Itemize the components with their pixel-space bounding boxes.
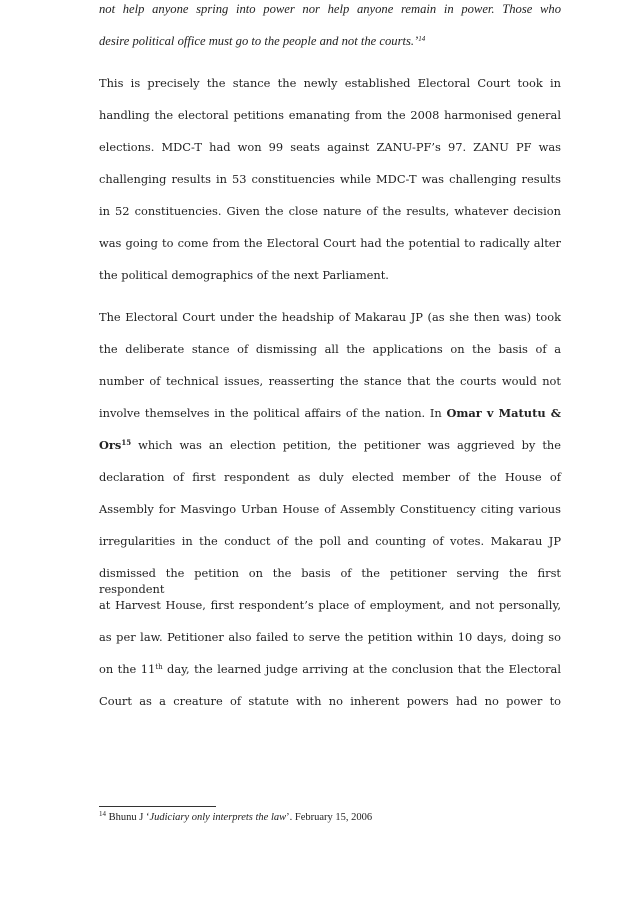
para2-line-11: as per law. Petitioner also failed to serve the petition within 10 days, doing so — [99, 630, 561, 644]
para2-line-10: at Harvest House, first respondent’s place of employment, and not personally, — [99, 598, 561, 612]
para2-line-1: The Electoral Court under the headship of Makarau JP (as she then was) took — [99, 310, 561, 324]
footnote-ref-14[interactable]: 14 — [418, 35, 426, 43]
case-name-part-1: Omar v Matutu & — [446, 406, 561, 420]
quote-line-3 — [99, 33, 561, 49]
footnote-separator — [99, 806, 216, 807]
ordinal-suffix: th — [155, 663, 163, 671]
case-name-part-2: Ors — [99, 438, 122, 452]
para2-line-12-text: on the 11 — [99, 662, 156, 676]
footnote-14-title: Judiciary only interprets the law — [149, 812, 287, 823]
para2-line-7: Assembly for Masvingo Urban House of Assembly Constituency citing various — [99, 502, 561, 516]
para2-line-12 — [99, 661, 561, 677]
para2-line-6: declaration of first respondent as duly elected member of the House of — [99, 470, 561, 484]
para1-line-5: in 52 constituencies. Given the close nature of the results, whatever decision — [99, 204, 561, 218]
para2-line-4 — [99, 405, 561, 421]
para1-line-1: This is precisely the stance the newly established Electoral Court took in — [99, 76, 561, 90]
footnote-ref-15[interactable]: 15 — [121, 438, 132, 447]
para2-line-3: number of technical issues, reasserting the stance that the courts would not — [99, 374, 561, 388]
para2-line-5-text: which was an election petition, the petitioner was aggrieved by the — [131, 438, 561, 452]
footnote-14-date: ’. February 15, 2006 — [286, 812, 373, 823]
footnote-14-author: Bhunu J ‘ — [106, 812, 150, 823]
para1-line-4: challenging results in 53 constituencies while MDC-T was challenging results — [99, 172, 561, 186]
para2-line-2: the deliberate stance of dismissing all the applications on the basis of a — [99, 342, 561, 356]
para1-line-6: was going to come from the Electoral Court had the potential to radically alter — [99, 236, 561, 250]
para1-line-3: elections. MDC-T had won 99 seats against ZANU-PF’s 97. ZANU PF was — [99, 140, 561, 154]
para2-line-4-text: involve themselves in the political affairs of the nation. In — [99, 406, 447, 420]
quote-line-3-text: desire political office must go to the people and not the courts.’ — [99, 34, 419, 48]
para1-line-2: handling the electoral petitions emanating from the 2008 harmonised general — [99, 108, 561, 122]
quote-line-2: not help anyone spring into power nor help anyone remain in power. Those who — [99, 2, 561, 16]
para2-line-12-rest: day, the learned judge arriving at the conclusion that the Electoral — [162, 662, 561, 676]
footnote-14-number: 14 — [99, 810, 106, 818]
para2-line-8: irregularities in the conduct of the poll and counting of votes. Makarau JP — [99, 534, 561, 548]
para2-line-5 — [99, 437, 561, 453]
para2-line-13: Court as a creature of statute with no inherent powers had no power to — [99, 694, 561, 708]
footnote-14 — [99, 811, 372, 825]
para1-line-7: the political demographics of the next Parliament. — [99, 268, 389, 282]
para2-line-9: dismissed the petition on the basis of the petitioner serving the first respondent — [99, 566, 561, 596]
